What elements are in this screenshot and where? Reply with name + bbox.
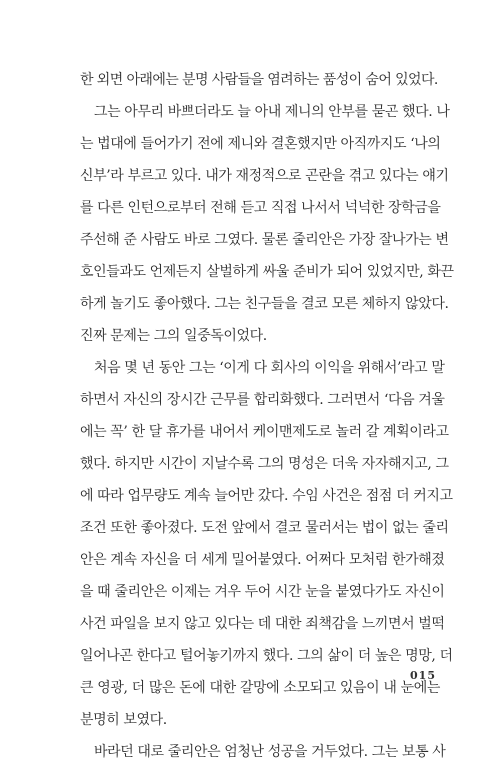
text-line: 신부’라 부르고 있다. 내가 재정적으로 곤란을 겪고 있다는 얘기 — [80, 168, 449, 184]
text-line: 하면서 자신의 장시간 근무를 합리화했다. 그러면서 ‘다음 겨울 — [80, 392, 445, 408]
text-line: 안은 계속 자신을 더 세게 밀어붙였다. 어쩌다 모처럼 한가해졌 — [80, 552, 445, 568]
text-line: 사건 파일을 보지 않고 있다는 데 대한 죄책감을 느끼면서 벌떡 — [80, 616, 445, 632]
text-line: 에 따라 업무량도 계속 늘어만 갔다. 수임 사건은 점점 더 커지고 — [80, 488, 453, 504]
text-line: 큰 영광, 더 많은 돈에 대한 갈망에 소모되고 있음이 내 눈에는 — [80, 680, 440, 696]
text-line: 는 법대에 들어가기 전에 제니와 결혼했지만 아직까지도 ‘나의 — [80, 136, 441, 152]
text-line: 그는 아무리 바쁘더라도 늘 아내 제니의 안부를 묻곤 했다. 나 — [94, 104, 450, 120]
text-line: 에는 꼭’ 한 달 휴가를 내어서 케이맨제도로 놀러 갈 계획이라고 — [80, 424, 449, 440]
text-line: 진짜 문제는 그의 일중독이었다. — [80, 328, 267, 344]
text-line: 했다. 하지만 시간이 지날수록 그의 명성은 더욱 자자해지고, 그 — [80, 456, 449, 472]
text-line: 한 외면 아래에는 분명 사람들을 염려하는 품성이 숨어 있었다. — [80, 72, 438, 88]
text-line: 주선해 준 사람도 바로 그였다. 물론 줄리안은 가장 잘나가는 변 — [80, 232, 449, 248]
text-line: 을 때 줄리안은 이제는 겨우 두어 시간 눈을 붙였다가도 자신이 — [80, 584, 445, 600]
text-line: 일어나곤 한다고 털어놓기까지 했다. 그의 삶이 더 높은 명망, 더 — [80, 648, 453, 664]
body-text — [80, 64, 454, 768]
text-line: 를 다른 인턴으로부터 전해 듣고 직접 나서서 넉넉한 장학금을 — [80, 200, 441, 216]
text-line: 분명히 보였다. — [80, 712, 167, 728]
text-line: 조건 또한 좋아졌다. 도전 앞에서 결코 물러서는 법이 없는 줄리 — [80, 520, 449, 536]
text-line: 하게 놀기도 좋아했다. 그는 친구들을 결코 모른 체하지 않았다. — [80, 296, 449, 312]
text-line: 바라던 대로 줄리안은 엄청난 성공을 거두었다. 그는 보통 사 — [94, 744, 446, 760]
page-number: 015 — [410, 669, 436, 682]
text-line: 호인들과도 언제든지 살벌하게 싸울 준비가 되어 있었지만, 화끈 — [80, 264, 454, 280]
text-line: 처음 몇 년 동안 그는 ‘이게 다 회사의 이익을 위해서’라고 말 — [94, 360, 445, 376]
